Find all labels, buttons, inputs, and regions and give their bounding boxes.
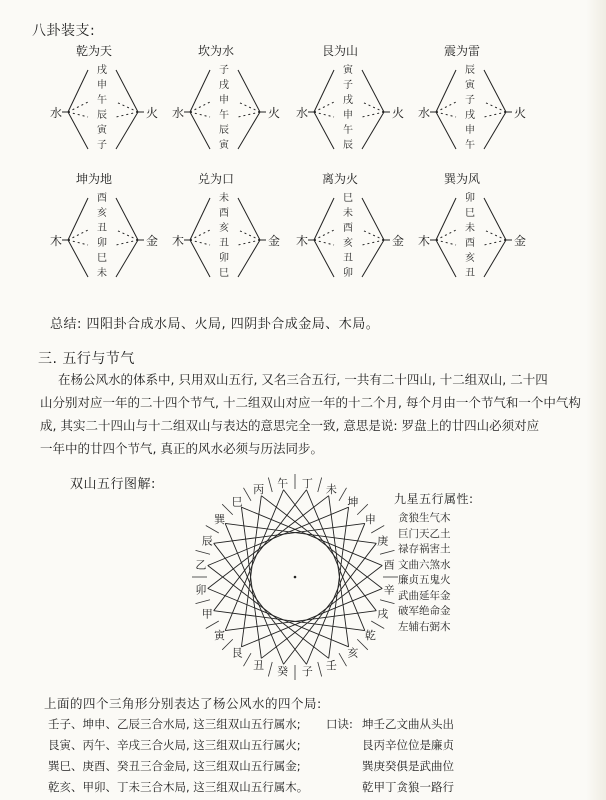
branch-char: 寅	[97, 125, 107, 136]
branch-char: 卯	[343, 268, 353, 279]
trigram-stroke	[116, 70, 138, 112]
trigram-stroke	[314, 240, 334, 277]
branch-char: 辰	[343, 140, 353, 151]
trigram-stroke	[362, 112, 384, 149]
mountain-label: 戌	[377, 607, 389, 621]
element-right: 金	[392, 234, 405, 248]
trigram-stroke	[116, 240, 138, 245]
trigram-stroke	[238, 240, 260, 277]
trigram-stroke	[238, 112, 260, 149]
element-left: 木	[418, 234, 431, 248]
trigram-stroke	[68, 240, 88, 277]
mountain-label: 乾	[364, 628, 376, 642]
diagram-title: 双山五行图解:	[70, 477, 156, 492]
ring-divider	[318, 662, 322, 676]
nine-star-item: 巨门天乙土	[398, 527, 451, 540]
branch-char: 午	[97, 95, 107, 106]
mountain-label: 子	[301, 665, 313, 679]
branch-char: 申	[343, 110, 353, 121]
element-right: 金	[146, 234, 159, 248]
triangle-edge	[208, 507, 349, 565]
trigram-stroke	[238, 112, 260, 117]
branch-char: 丑	[97, 223, 107, 234]
branch-char: 亥	[97, 208, 107, 219]
mountain-label: 卯	[195, 583, 207, 597]
branch-char: 戌	[343, 95, 353, 106]
trigram-stroke	[362, 102, 384, 112]
trigram-title: 震为雷	[444, 44, 481, 58]
triangle-edge	[241, 507, 382, 565]
mountain-label: 乙	[195, 558, 207, 572]
center-dot	[294, 576, 297, 579]
branch-char: 酉	[219, 208, 229, 219]
trigram-title: 兑为口	[198, 172, 235, 186]
ring-divider	[206, 621, 219, 629]
trigram-stroke	[436, 102, 456, 112]
branch-char: 申	[219, 95, 229, 106]
branch-char: 申	[97, 80, 107, 91]
branch-char: 寅	[219, 140, 229, 151]
branch-char: 卯	[219, 253, 229, 264]
branch-char: 子	[343, 80, 353, 91]
branch-char: 未	[343, 208, 353, 219]
element-left: 木	[172, 234, 185, 248]
trigram-stroke	[116, 112, 138, 149]
koujue-line: 艮丙辛位位是廉贞	[362, 738, 454, 752]
trigram-stroke	[116, 230, 138, 240]
koujue-line: 乾甲丁贪狼一路行	[362, 780, 454, 794]
branch-char: 丑	[343, 253, 353, 264]
trigram-stroke	[484, 112, 506, 117]
triangle-edge	[225, 490, 283, 631]
trigram-stroke	[436, 112, 456, 149]
branch-char: 卯	[97, 238, 107, 249]
mountain-label: 丑	[253, 658, 265, 672]
nine-star-item: 禄存祸害土	[398, 543, 451, 555]
mountain-label: 辰	[201, 534, 213, 548]
trigram-stroke	[314, 102, 334, 112]
trigram-stroke	[484, 230, 506, 240]
trigram-stroke	[436, 240, 456, 277]
mountain-label: 丙	[253, 483, 265, 497]
mountain-label: 甲	[201, 607, 213, 621]
para-line: 一年中的廿四个节气, 真正的风水必须与历法同步。	[40, 441, 323, 456]
trigram-stroke	[362, 230, 384, 240]
mountain-label: 申	[364, 513, 376, 527]
trigram-stroke	[238, 230, 260, 240]
ring-divider	[244, 488, 252, 501]
ju-line: 乾亥、甲卯、丁未三合木局, 这三组双山五行属木。	[48, 780, 309, 794]
trigram-title: 坎为水	[198, 44, 235, 58]
nine-stars-list	[394, 511, 474, 635]
ring-divider	[371, 621, 384, 629]
trigram-stroke	[68, 112, 88, 149]
section-title-wuxing: 三. 五行与节气	[38, 351, 135, 367]
trigram-stroke	[436, 70, 456, 112]
scan-edge-shadow	[586, 0, 606, 800]
trigram-stroke	[190, 112, 210, 117]
trigram-stroke	[190, 102, 210, 112]
trigram-stroke	[190, 240, 210, 277]
ring-divider	[206, 526, 219, 534]
trigram-stroke	[116, 198, 138, 240]
mountain-label: 壬	[325, 658, 337, 672]
mountain-label: 寅	[214, 628, 226, 642]
branch-char: 子	[219, 65, 229, 76]
triangle-edge	[306, 490, 364, 631]
nine-star-item: 廉贞五鬼火	[398, 574, 451, 586]
ring-divider	[339, 653, 347, 666]
triangle-edge	[241, 588, 382, 646]
branch-char: 未	[97, 268, 107, 279]
nine-star-item: 破军绝命金	[398, 605, 451, 617]
mountain-label: 坤	[347, 495, 359, 509]
trigram-stroke	[68, 112, 88, 117]
trigram-stroke	[436, 198, 456, 240]
branch-char: 酉	[465, 238, 475, 249]
branch-char: 巳	[343, 193, 353, 204]
branch-char: 寅	[343, 65, 353, 76]
mountain-label: 亥	[347, 646, 359, 660]
trigram-stroke	[190, 240, 210, 245]
trigram-title: 坤为地	[76, 172, 113, 186]
element-left: 水	[418, 106, 431, 120]
para-line: 在杨公风水的体系中, 只用双山五行, 又名三合五行, 一共有二十四山, 十二组双山, 二十四	[58, 372, 548, 387]
trigram-stroke	[362, 198, 384, 240]
branch-char: 戌	[97, 65, 107, 76]
branch-char: 辰	[219, 125, 229, 136]
branch-char: 酉	[343, 223, 353, 234]
section-title-bagua: 八卦装支:	[32, 23, 96, 39]
nine-star-item: 武曲延年金	[398, 589, 451, 602]
mountain-label: 癸	[277, 665, 289, 679]
trigram-title: 艮为山	[322, 44, 359, 58]
trigram-diagram	[50, 170, 160, 292]
trigram-stroke	[484, 102, 506, 112]
nine-star-item: 贪狼生气木	[398, 512, 451, 524]
trigram-stroke	[484, 240, 506, 277]
branch-char: 亥	[343, 238, 353, 249]
trigram-stroke	[238, 70, 260, 112]
trigram-diagram	[418, 170, 528, 292]
trigram-diagram	[172, 170, 282, 292]
para-line: 成, 其实二十四山与十二组双山与表达的意思完全一致, 意思是说: 罗盘上的廿四山必须对应	[40, 418, 540, 433]
trigram-stroke	[190, 112, 210, 149]
branch-char: 午	[343, 125, 353, 136]
trigram-stroke	[68, 198, 88, 240]
trigram-stroke	[116, 112, 138, 117]
branch-char: 巳	[97, 253, 107, 264]
branch-char: 丑	[465, 268, 475, 279]
trigram-diagram	[172, 42, 282, 164]
trigram-stroke	[436, 230, 456, 240]
ring-divider	[371, 526, 384, 534]
ju-line: 壬子、坤申、乙辰三合水局, 这三组双山五行属水;	[48, 717, 301, 731]
branch-char: 戌	[219, 80, 229, 91]
bottom-title: 上面的四个三角形分别表达了杨公风水的四个局:	[44, 696, 322, 711]
trigram-stroke	[238, 198, 260, 240]
mountain-label: 未	[325, 483, 337, 497]
trigram-stroke	[484, 70, 506, 112]
ring-divider	[380, 550, 394, 554]
nine-star-item: 左辅右弼木	[398, 620, 451, 633]
ju-line: 巽巳、庚酉、癸丑三合金局, 这三组双山五行属金;	[48, 759, 301, 773]
trigram-diagram	[50, 42, 160, 164]
trigram-stroke	[362, 240, 384, 245]
branch-char: 巳	[465, 208, 475, 219]
branch-char: 寅	[465, 80, 475, 91]
mountain-label: 庚	[377, 534, 389, 548]
trigram-stroke	[68, 102, 88, 112]
trigram-stroke	[116, 102, 138, 112]
branch-char: 亥	[219, 223, 229, 234]
element-right: 火	[514, 106, 527, 120]
element-left: 水	[296, 106, 309, 120]
trigram-title: 巽为风	[444, 172, 481, 186]
branch-char: 午	[219, 110, 229, 121]
branch-char: 辰	[465, 65, 475, 76]
trigram-stroke	[314, 112, 334, 117]
element-right: 火	[268, 106, 281, 120]
ju-line: 艮寅、丙午、辛戌三合火局, 这三组双山五行属火;	[48, 738, 301, 752]
branch-char: 未	[219, 193, 229, 204]
mountain-label: 丁	[301, 476, 313, 490]
mountain-label: 巽	[214, 513, 226, 527]
element-left: 水	[172, 106, 185, 120]
triangle-edge	[306, 523, 364, 664]
koujue-label: 口诀:	[326, 717, 353, 731]
nine-stars-title: 九星五行属性:	[394, 492, 474, 506]
trigram-stroke	[314, 198, 334, 240]
koujue-line: 坤壬乙文曲从头出	[362, 717, 454, 731]
nine-stars-panel	[394, 490, 474, 635]
branch-char: 丑	[219, 238, 229, 249]
ring-divider	[196, 550, 210, 554]
element-left: 木	[296, 234, 309, 248]
trigram-stroke	[238, 240, 260, 245]
trigram-diagram	[296, 42, 406, 164]
trigram-stroke	[238, 102, 260, 112]
mountain-label: 辛	[383, 583, 395, 597]
branch-char: 子	[465, 95, 475, 106]
trigram-stroke	[190, 198, 210, 240]
trigram-stroke	[436, 112, 456, 117]
mountain-label: 午	[277, 476, 289, 490]
trigram-stroke	[362, 112, 384, 117]
trigram-stroke	[68, 230, 88, 240]
trigram-diagram	[418, 42, 528, 164]
ring-divider	[268, 478, 272, 492]
branch-char: 未	[465, 223, 475, 234]
nine-star-item: 文曲六煞水	[398, 558, 451, 571]
ring-divider	[380, 600, 394, 604]
trigram-stroke	[314, 112, 334, 149]
trigram-stroke	[314, 240, 334, 245]
trigram-stroke	[484, 198, 506, 240]
trigram-stroke	[190, 230, 210, 240]
ring-divider	[196, 600, 210, 604]
triangle-edge	[208, 588, 349, 646]
branch-char: 午	[465, 140, 475, 151]
shuangshan-star-diagram	[180, 468, 410, 686]
branch-char: 申	[465, 125, 475, 136]
trigram-stroke	[436, 240, 456, 245]
intro-paragraph	[40, 368, 600, 460]
ring-divider	[268, 662, 272, 676]
trigram-stroke	[484, 240, 506, 245]
branch-char: 酉	[97, 193, 107, 204]
trigram-stroke	[116, 240, 138, 277]
branch-char: 亥	[465, 253, 475, 264]
mountain-label: 巳	[231, 495, 243, 509]
element-right: 火	[392, 106, 405, 120]
triangle-edge	[225, 523, 283, 664]
branch-char: 卯	[465, 193, 475, 204]
ring-divider	[339, 488, 347, 501]
four-ju-list	[48, 714, 308, 798]
trigram-stroke	[362, 70, 384, 112]
koujue-list	[362, 714, 454, 798]
trigram-stroke	[362, 240, 384, 277]
branch-char: 巳	[219, 268, 229, 279]
trigram-stroke	[68, 70, 88, 112]
element-left: 木	[50, 234, 63, 248]
element-left: 水	[50, 106, 63, 120]
trigram-stroke	[314, 70, 334, 112]
branch-char: 戌	[465, 110, 475, 121]
trigram-stroke	[484, 112, 506, 149]
mountain-label: 艮	[231, 646, 243, 660]
trigram-title: 乾为天	[76, 44, 113, 58]
element-right: 金	[514, 234, 527, 248]
summary-text: 总结: 四阳卦合成水局、火局, 四阴卦合成金局、木局。	[50, 317, 380, 332]
element-right: 火	[146, 106, 159, 120]
ring-divider	[244, 653, 252, 666]
branch-char: 子	[97, 140, 107, 151]
trigram-stroke	[68, 240, 88, 245]
trigram-stroke	[314, 230, 334, 240]
branch-char: 辰	[97, 110, 107, 121]
trigram-title: 离为火	[322, 172, 359, 186]
element-right: 金	[268, 234, 281, 248]
mountain-label: 酉	[383, 558, 395, 572]
trigram-stroke	[190, 70, 210, 112]
koujue-line: 巽庚癸俱是武曲位	[362, 759, 454, 773]
trigram-diagram	[296, 170, 406, 292]
ring-divider	[318, 478, 322, 492]
para-line: 山分别对应一年的二十四个节气, 十二组双山对应一年的十二个月, 每个月由一个节气和一个中气构	[40, 395, 581, 410]
